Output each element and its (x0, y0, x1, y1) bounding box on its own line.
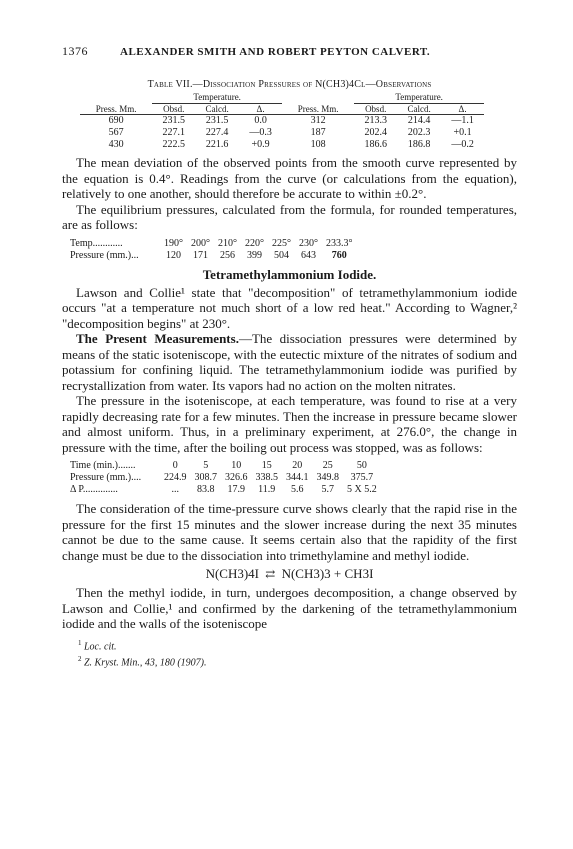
table-cell: 10 (231, 460, 242, 471)
time-pressure-table (70, 460, 381, 496)
equilibrium-arrow-icon: ⇄ (265, 567, 276, 581)
section-heading: Tetramethylammonium Iodide. (202, 266, 377, 282)
table-cell: 213.3 (364, 115, 387, 126)
table-cell: 690 (108, 115, 124, 126)
paragraph-present-measurements (62, 331, 517, 393)
table-cell: 202.3 (407, 127, 431, 138)
table-cell: 231.5 (162, 115, 185, 126)
table-cell: 221.6 (205, 139, 229, 150)
footnote-text: Loc. cit. (84, 640, 117, 652)
equation-left: N(CH3)4I (205, 566, 260, 581)
table-row (70, 484, 381, 496)
table-cell: +0.1 (453, 127, 472, 138)
equilibrium-table (70, 238, 357, 262)
table-cell: 233.3° (326, 237, 353, 249)
table-cell: 312 (310, 115, 326, 126)
table-cell: 399 (247, 249, 262, 261)
table-cell: 0 (172, 460, 178, 471)
paragraph-isoteniscope-pressure: The pressure in the isoteniscope, at each temperature, was found to rise at a very rapidly decreasing rate for a few minutes. Then the increase in pressure became slower and almost uniform. Thus, in a preliminary experiment, at 276.0°, the change in pressure with the time, after the boiling out process was stopped, was as follows: (62, 393, 517, 455)
paragraph-lawson-collie: Lawson and Collie¹ state that "decomposition" of tetramethylammonium iodide occurs "at a temperature not much short of a low red heat." According to Wagner,² "decomposition begins" at 230°. (62, 284, 517, 331)
row-label: Temp............ (70, 237, 123, 249)
paragraph-time-pressure-curve: The consideration of the time-pressure curve shows clearly that the rapid rise in the pressure for the first 15 minutes and the slower increase during the next 35 minutes cannot be due to the same cause. It seems certain also that the rapidity of the first change must be due to the dissociation into trimethylamine and methyl iodide. (62, 501, 517, 563)
table-cell: 344.1 (286, 472, 309, 483)
table-caption: Table VII.—Dissociation Pressures of N(CH3)4Cl—Observations (147, 79, 432, 90)
paragraph-lead: The Present Measurements. (76, 331, 239, 346)
row-label: Δ P.............. (70, 484, 118, 495)
table-cell: 17.9 (227, 484, 245, 495)
table-cell: 230° (299, 237, 318, 249)
col-header: Calcd. (195, 104, 239, 115)
table-row (70, 472, 381, 484)
footnote-mark: 2 (78, 654, 82, 663)
footnote (78, 637, 517, 653)
table-cell: 83.8 (197, 484, 215, 495)
table-row (80, 139, 484, 151)
table-cell: 187 (310, 127, 326, 138)
row-label: Pressure (mm.).... (70, 472, 142, 483)
dissociation-table (80, 92, 484, 151)
table-cell: 375.7 (350, 472, 374, 483)
table-cell: 430 (108, 139, 124, 150)
col-header: Obsd. (152, 104, 195, 115)
table-cell: —1.1 (451, 115, 474, 126)
table-cell: 0.0 (254, 115, 267, 126)
col-header: Press. Mm. (95, 103, 137, 114)
table-cell: 308.7 (194, 472, 217, 483)
table-cell: 643 (301, 249, 316, 261)
table-cell: 225° (272, 237, 291, 249)
table-cell: 202.4 (364, 127, 387, 138)
table-cell: 186.8 (407, 139, 431, 150)
col-header: Calcd. (397, 104, 441, 115)
dissociation-equation (62, 566, 517, 582)
footnote-text: Z. Kryst. Min., 43, 180 (1907). (84, 657, 207, 669)
footnote-mark: 1 (78, 638, 82, 647)
paragraph-mean-deviation: The mean deviation of the observed points from the smooth curve represented by the equation is 0.4°. Readings from the curve (or calculations from the equation), relatively to one another, should therefore be accurate to within ±0.2°. (62, 155, 517, 201)
footnotes (62, 637, 517, 670)
table-cell: 5.7 (321, 484, 334, 495)
table-row (70, 460, 381, 472)
running-title: ALEXANDER SMITH AND ROBERT PEYTON CALVERT. (120, 46, 431, 58)
table-cell: 256 (220, 249, 235, 261)
table-cell: —0.3 (249, 127, 272, 138)
table-cell: +0.9 (251, 139, 270, 150)
table-row (70, 250, 357, 262)
temperature-group-label-right: Temperature. (395, 92, 443, 102)
page-header (62, 44, 517, 59)
table-cell: 760 (331, 249, 347, 261)
table-header-row (80, 104, 484, 115)
table-cell: 20 (292, 460, 303, 471)
col-header: Obsd. (354, 104, 397, 115)
table-cell: 171 (193, 249, 208, 261)
table-cell: 220° (245, 237, 264, 249)
table-cell: 5 (203, 460, 209, 471)
page (62, 44, 517, 669)
row-label: Pressure (mm.)... (70, 249, 139, 261)
paragraph-methyl-iodide: Then the methyl iodide, in turn, undergoes decomposition, a change observed by Lawson and Collie,¹ and confirmed by the darkening of the tetramethylammonium iodide and the walls of the isoteniscope (62, 585, 517, 631)
table-cell: 227.4 (205, 127, 229, 138)
temperature-group-label-left: Temperature. (193, 92, 241, 102)
table-cell: 222.5 (162, 139, 185, 150)
table-cell: 567 (108, 127, 124, 138)
table-cell: 120 (166, 249, 181, 261)
col-header: Δ. (441, 104, 484, 115)
table-cell: 338.5 (255, 472, 278, 483)
table-cell: 190° (164, 237, 183, 249)
table-cell: 15 (261, 460, 272, 471)
table-cell: 5 X 5.2 (347, 484, 377, 495)
table-cell: 200° (191, 237, 210, 249)
table-cell: 186.6 (364, 139, 387, 150)
col-header: Δ. (239, 104, 282, 115)
table-cell: 214.4 (407, 115, 431, 126)
paragraph-body: —The dissociation pressures were determined by means of the static isoteniscope, with the eutectic mixture of the nitrates of sodium and potassium for confining liquid. The tetramethylammonium iodide was purified by recrystallization from water. Its vapors had no action on the molten nitrates. (62, 331, 517, 393)
table-cell: 224.9 (164, 472, 187, 483)
table-cell: 231.5 (205, 115, 229, 126)
table-cell: ... (171, 484, 179, 495)
table-cell: 504 (274, 249, 289, 261)
table-cell: 326.6 (225, 472, 248, 483)
table-cell: —0.2 (451, 139, 474, 150)
row-label: Time (min.)....... (70, 460, 136, 471)
table-cell: 11.9 (258, 484, 276, 495)
table-cell: 210° (218, 237, 237, 249)
table-row (80, 127, 484, 139)
equation-right: N(CH3)3 + CH3I (281, 566, 374, 581)
table-cell: 5.6 (291, 484, 304, 495)
footnote (78, 653, 517, 669)
table-cell: 108 (310, 139, 326, 150)
col-header: Press. Mm. (297, 103, 339, 114)
table-cell: 227.1 (162, 127, 185, 138)
table-cell: 50 (356, 460, 367, 471)
paragraph-equilibrium-intro: The equilibrium pressures, calculated from the formula, for rounded temperatures, are as follows: (62, 201, 517, 232)
page-number: 1376 (62, 44, 88, 58)
table-row (70, 238, 357, 250)
table-cell: 349.8 (316, 472, 339, 483)
table-row (80, 115, 484, 128)
table-cell: 25 (322, 460, 333, 471)
